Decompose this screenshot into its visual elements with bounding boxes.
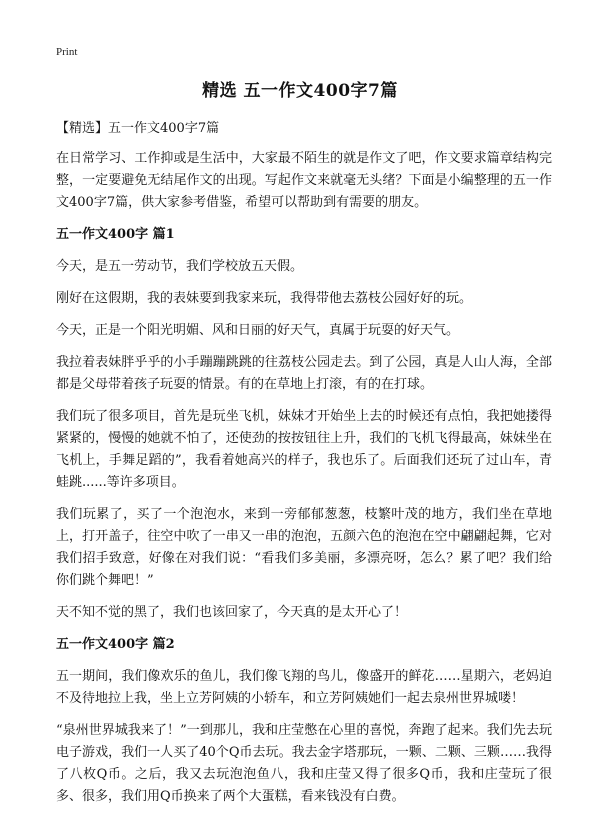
paragraph: 天不知不觉的黑了，我们也该回家了，今天真的是太开心了！ bbox=[56, 605, 408, 620]
print-link[interactable]: Print bbox=[56, 46, 78, 58]
paragraph: 我们玩累了，买了一个泡泡水，来到一旁郁郁葱葱，枝繁叶茂的地方，我们坐在草地上，打开盖子，往空中吹了一串又一串的泡泡，五颜六色的泡泡在空中翩翩起舞，它对我们招手致意，好像在对我们说：“看我们多美丽，多漂亮呀，怎么？累了吧？我们给你们跳个舞吧！” bbox=[56, 507, 552, 588]
section-heading: 五一作文400字 篇2 bbox=[56, 637, 175, 652]
paragraph: 我们玩了很多项目，首先是玩坐飞机，妹妹才开始坐上去的时候还有点怕，我把她搂得紧紧的，慢慢的她就不怕了，还使劲的按按钮往上升，我们的飞机飞得最高，妹妹坐在飞机上，手舞足蹈的”，我看着她高兴的样子，我也乐了。后面我们还玩了过山车，青蛙跳......等许多项目。 bbox=[56, 409, 552, 490]
paragraph: 五一期间，我们像欢乐的鱼儿，我们像飞翔的鸟儿，像盛开的鲜花……星期六，老妈迫不及待地拉上我，坐上立芳阿姨的小轿车，和立芳阿姨她们一起去泉州世界城喽！ bbox=[56, 669, 552, 706]
section-1 bbox=[56, 224, 552, 624]
intro-paragraph: 在日常学习、工作抑或是生活中，大家最不陌生的就是作文了吧，作文要求篇章结构完整，一定要避免无结尾作文的出现。写起作文来就毫无头绪？下面是小编整理的五一作文400字7篇，供大家参考借鉴，希望可以帮助到有需要的朋友。 bbox=[56, 151, 552, 210]
paragraph: 今天，是五一劳动节，我们学校放五天假。 bbox=[56, 259, 304, 274]
section-2 bbox=[56, 634, 552, 808]
paragraph: 今天，正是一个阳光明媚、风和日丽的好天气，真属于玩耍的好天气。 bbox=[56, 323, 460, 338]
paragraph: 我拉着表妹胖乎乎的小手蹦蹦跳跳的往荔枝公园走去。到了公园，真是人山人海，全部都是父母带着孩子玩耍的情景。有的在草地上打滚，有的在打球。 bbox=[56, 355, 552, 392]
document-subtitle: 【精选】五一作文400字7篇 bbox=[56, 121, 220, 136]
paragraph: 刚好在这假期，我的表妹要到我家来玩，我得带他去荔枝公园好好的玩。 bbox=[56, 291, 473, 306]
section-heading: 五一作文400字 篇1 bbox=[56, 227, 175, 242]
document-title: 精选 五一作文400字7篇 bbox=[202, 81, 398, 101]
document-body bbox=[56, 118, 552, 818]
paragraph: “泉州世界城我来了！”一到那儿，我和庄莹憋在心里的喜悦，奔跑了起来。我们先去玩电子游戏，我们一人买了40个Q币去玩。我去金字塔那玩，一颗、二颗、三颗……我得了八枚Q币。之后，我又去玩泡泡鱼八，我和庄莹又得了很多Q币，我和庄莹玩了很多、很多，我们用Q币换来了两个大蛋糕，看来钱没有白费。 bbox=[56, 723, 552, 804]
